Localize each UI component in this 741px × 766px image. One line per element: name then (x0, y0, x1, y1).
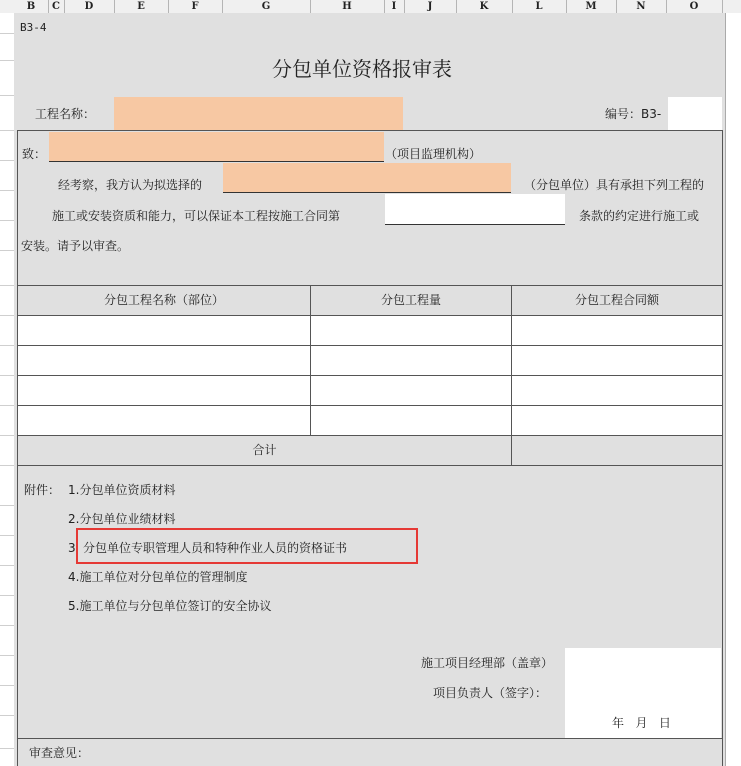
column-header-o[interactable]: O (666, 0, 723, 13)
table-cell[interactable] (17, 405, 311, 436)
table-cell[interactable] (17, 345, 311, 376)
supervisor-input[interactable] (49, 132, 384, 162)
column-header-j[interactable]: J (404, 0, 457, 13)
table-cell[interactable] (310, 345, 512, 376)
number-label: 编号：B3- (605, 107, 662, 121)
form-title: 分包单位资格报审表 (272, 57, 452, 81)
table-cell[interactable] (511, 315, 723, 346)
supervisor-underline (49, 161, 384, 162)
column-header-d[interactable]: D (64, 0, 115, 13)
table-header-cell (17, 285, 311, 316)
signature-dept: 施工项目经理部（盖章） (421, 656, 554, 670)
sheet-right-edge (723, 13, 726, 766)
header-quantity: 分包工程量 (380, 293, 441, 307)
para1-suffix: （分包单位）具有承担下列工程的 (524, 178, 705, 192)
para1-prefix: 经考察，我方认为拟选择的 (58, 178, 203, 192)
column-header-b[interactable]: B (14, 0, 49, 13)
table-header-cell (511, 285, 723, 316)
subcontractor-input[interactable] (223, 163, 511, 193)
contract-clause-underline (385, 224, 565, 225)
table-cell[interactable] (511, 345, 723, 376)
total-label: 合计 (252, 443, 277, 457)
attachment-item: 4.施工单位对分包单位的管理制度 (68, 570, 248, 584)
signature-person: 项目负责人（签字）： (433, 686, 548, 700)
right-margin (724, 13, 741, 766)
table-cell[interactable] (17, 315, 311, 346)
column-header-m[interactable]: M (566, 0, 617, 13)
column-header-c[interactable]: C (48, 0, 65, 13)
header-contract-amount: 分包工程合同额 (574, 293, 659, 307)
review-label: 审查意见： (29, 746, 90, 760)
attachment-item-highlighted: 分包单位专职管理人员和特种作业人员的资格证书 (83, 541, 348, 555)
contract-clause-input[interactable] (385, 194, 565, 224)
supervisor-suffix: （项目监理机构） (385, 147, 482, 161)
header-project-name: 分包工程名称（部位） (103, 293, 224, 307)
para3: 安装。请予以审查。 (21, 239, 130, 253)
table-cell[interactable] (511, 405, 723, 436)
column-header-h[interactable]: H (310, 0, 385, 13)
project-name-input[interactable] (114, 97, 403, 130)
subcontractor-underline (223, 192, 511, 193)
table-cell[interactable] (310, 375, 512, 406)
column-header-n[interactable]: N (616, 0, 667, 13)
column-header-e[interactable]: E (114, 0, 169, 13)
column-header-i[interactable]: I (384, 0, 405, 13)
total-value-cell[interactable] (511, 435, 723, 466)
para2-suffix: 条款的约定进行施工或 (579, 209, 700, 223)
attachment-item: 2.分包单位业绩材料 (68, 512, 176, 526)
number-input[interactable] (668, 97, 722, 130)
table-header-cell (310, 285, 512, 316)
signature-date: 年 月 日 (612, 716, 671, 730)
column-header-f[interactable]: F (168, 0, 223, 13)
review-divider (17, 738, 723, 739)
total-row-label-cell (17, 435, 512, 466)
attachment-item: 5.施工单位与分包单位签订的安全协议 (68, 599, 272, 613)
table-cell[interactable] (511, 375, 723, 406)
attachment-item-number: 3 (68, 541, 76, 555)
form-code: B3-4 (20, 21, 47, 34)
to-label: 致： (22, 147, 47, 161)
column-header-bar (0, 0, 741, 14)
column-header-g[interactable]: G (222, 0, 311, 13)
attachment-item: 1.分包单位资质材料 (68, 483, 176, 497)
project-name-label: 工程名称： (35, 107, 96, 121)
attachments-label: 附件： (24, 483, 61, 497)
column-header-l[interactable]: L (512, 0, 567, 13)
column-header-k[interactable]: K (456, 0, 513, 13)
row-header-strip (0, 13, 14, 766)
table-cell[interactable] (310, 315, 512, 346)
table-cell[interactable] (310, 405, 512, 436)
table-cell[interactable] (17, 375, 311, 406)
para2-prefix: 施工或安装资质和能力，可以保证本工程按施工合同第 (52, 209, 341, 223)
